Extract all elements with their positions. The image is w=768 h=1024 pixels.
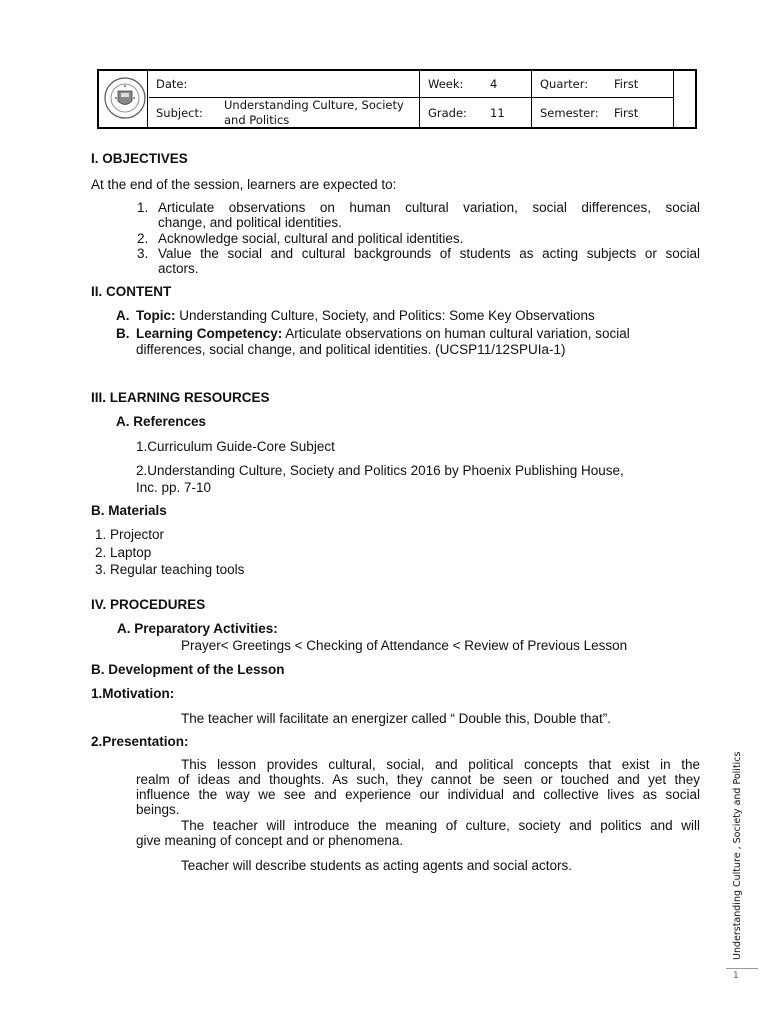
- materials-label: B. Materials: [91, 503, 167, 518]
- quarter-label: Quarter:: [540, 77, 589, 91]
- presentation-text-line: beings.: [136, 802, 180, 817]
- presentation-text-line: The teacher will introduce the meaning of culture, society and politics and will: [181, 818, 700, 833]
- objectives-intro: At the end of the session, learners are expected to:: [91, 177, 397, 192]
- presentation-text-line: give meaning of concept and or phenomena.: [136, 833, 404, 848]
- objective-number: 3.: [137, 246, 149, 261]
- objective-item-line: change, and political identities.: [158, 215, 342, 230]
- preparatory-text: Prayer< Greetings < Checking of Attendance < Review of Previous Lesson: [181, 638, 628, 653]
- reference-item: 2.Understanding Culture, Society and Politics 2016 by Phoenix Publishing House,: [136, 463, 624, 478]
- topic-text: Understanding Culture, Society, and Politics: Some Key Observations: [175, 308, 595, 323]
- competency-text: Articulate observations on human cultural variation, social: [282, 326, 630, 341]
- semester-label: Semester:: [540, 106, 599, 120]
- content-heading: II. CONTENT: [91, 284, 172, 299]
- page-number-divider: [726, 968, 758, 969]
- objective-item-line: Articulate observations on human cultural variation, social differences, social: [158, 200, 700, 215]
- references-label: A. References: [116, 414, 207, 429]
- reference-item: 1.Curriculum Guide-Core Subject: [136, 439, 335, 454]
- motivation-label: 1.Motivation:: [91, 686, 175, 701]
- objective-item-line: actors.: [158, 261, 199, 276]
- topic-line: [136, 308, 595, 323]
- objective-number: 1.: [137, 200, 149, 215]
- semester-value: First: [614, 106, 639, 120]
- subject-value-line2: and Politics: [224, 113, 290, 127]
- week-value: 4: [490, 77, 498, 91]
- objective-number: 2.: [137, 231, 149, 246]
- resources-heading: III. LEARNING RESOURCES: [91, 390, 270, 405]
- objective-item-line: Value the social and cultural backgrounds of students as acting subjects or social: [158, 246, 700, 261]
- deped-seal-icon: [104, 77, 146, 119]
- presentation-text-line: Teacher will describe students as acting agents and social actors.: [181, 858, 572, 873]
- material-item: 2. Laptop: [95, 545, 152, 560]
- presentation-label: 2.Presentation:: [91, 734, 189, 749]
- material-item: 1. Projector: [95, 527, 165, 542]
- topic-letter: A.: [116, 308, 130, 323]
- objective-item-line: Acknowledge social, cultural and political identities.: [158, 231, 464, 246]
- objectives-heading: I. OBJECTIVES: [91, 151, 188, 166]
- presentation-text-line: realm of ideas and thoughts. As such, they cannot be seen or touched and yet they: [136, 772, 700, 787]
- topic-label: Topic:: [136, 308, 176, 323]
- header-table: [97, 69, 697, 129]
- competency-text-line2: differences, social change, and political identities. (UCSP11/12SPUIa-1): [136, 342, 566, 357]
- presentation-text-line: influence the way we see and experience our individual and collective lives as social: [136, 787, 700, 802]
- competency-label: Learning Competency:: [136, 326, 283, 341]
- date-label: Date:: [156, 77, 188, 91]
- subject-label: Subject:: [156, 106, 203, 120]
- grade-label: Grade:: [428, 106, 467, 120]
- material-item: 3. Regular teaching tools: [95, 562, 245, 577]
- quarter-value: First: [614, 77, 639, 91]
- competency-line: [136, 326, 630, 341]
- grade-value: 11: [490, 106, 505, 120]
- development-label: B. Development of the Lesson: [91, 662, 285, 677]
- side-running-title: Understanding Culture , Society and Politics: [732, 751, 743, 960]
- presentation-text-line: This lesson provides cultural, social, and political concepts that exist in the: [181, 757, 700, 772]
- week-label: Week:: [428, 77, 464, 91]
- reference-item-cont: Inc. pp. 7-10: [136, 480, 212, 495]
- subject-value-line1: Understanding Culture, Society: [224, 98, 404, 112]
- competency-letter: B.: [116, 326, 130, 341]
- page-number: 1: [733, 971, 739, 981]
- motivation-text: The teacher will facilitate an energizer called “ Double this, Double that”.: [181, 711, 611, 726]
- preparatory-label: A. Preparatory Activities:: [117, 621, 278, 636]
- procedures-heading: IV. PROCEDURES: [91, 597, 206, 612]
